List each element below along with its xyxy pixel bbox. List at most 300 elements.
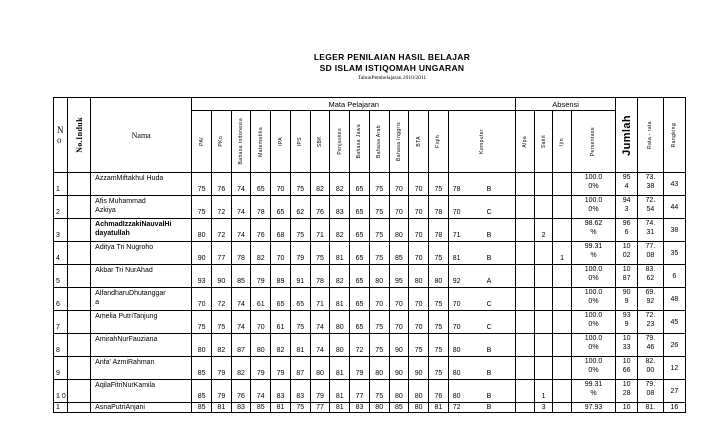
jumlah-value-part: 6 bbox=[624, 229, 629, 236]
alpa-count bbox=[516, 403, 535, 413]
ijin-count bbox=[553, 380, 572, 403]
ijin-count bbox=[553, 173, 572, 196]
subject-score: 85 bbox=[192, 380, 212, 403]
persentase-value bbox=[571, 288, 615, 311]
subject-score: 81 bbox=[429, 403, 449, 413]
subject-score: 70 bbox=[409, 311, 429, 334]
subject-score: 72 bbox=[211, 196, 231, 219]
subject-score: 75 bbox=[290, 403, 310, 413]
student-name-line: AlfandharuDhutanggar bbox=[95, 290, 166, 297]
col-nama: Nama bbox=[91, 98, 192, 173]
subject-score: 79 bbox=[211, 357, 231, 380]
jumlah-value bbox=[616, 242, 638, 265]
subject-score: 74 bbox=[310, 334, 330, 357]
no-induk-cell bbox=[67, 196, 90, 219]
rata-value bbox=[638, 288, 664, 311]
rangking-value: 35 bbox=[663, 242, 685, 265]
persentase-value-part: 0% bbox=[588, 321, 599, 328]
persentase-value-part: 98.62 bbox=[584, 220, 603, 227]
subject-score: 65 bbox=[271, 288, 291, 311]
persentase-value bbox=[571, 311, 615, 334]
col-jumlah: Jumlah bbox=[616, 98, 638, 173]
subject-score: 62 bbox=[290, 196, 310, 219]
alpa-count bbox=[516, 219, 535, 242]
subject-score: 75 bbox=[429, 242, 449, 265]
subject-score: 90 bbox=[389, 334, 409, 357]
persentase-value-part: 0% bbox=[588, 344, 599, 351]
komputer-cell bbox=[448, 196, 515, 219]
subject-score: 83 bbox=[271, 380, 291, 403]
jumlah-value-part: 10 bbox=[622, 358, 631, 365]
jumlah-value-part: 3 bbox=[624, 206, 629, 213]
subject-score: 70 bbox=[271, 242, 291, 265]
rata-value-part: 79. bbox=[645, 335, 656, 342]
subject-score: 76 bbox=[429, 380, 449, 403]
subject-score: 65 bbox=[350, 265, 370, 288]
subject-score: 75 bbox=[290, 173, 310, 196]
subject-score: 75 bbox=[369, 173, 389, 196]
subject-score: 90 bbox=[409, 357, 429, 380]
rata-value bbox=[638, 357, 664, 380]
no-induk-cell bbox=[67, 265, 90, 288]
row-number: 1 bbox=[54, 173, 68, 196]
subject-score: 61 bbox=[251, 288, 271, 311]
table-row bbox=[54, 219, 686, 242]
persentase-value-part: % bbox=[590, 252, 597, 259]
subject-score: 74 bbox=[231, 219, 251, 242]
academic-year: TahunPembelajaran 2010/2011 bbox=[357, 75, 427, 81]
student-name bbox=[91, 173, 192, 196]
komputer-cell bbox=[448, 173, 515, 196]
subject-score: 81 bbox=[330, 403, 350, 413]
rata-value-part: 83. bbox=[645, 266, 656, 273]
persentase-value-part: 99.31 bbox=[584, 243, 603, 250]
persentase-value bbox=[571, 265, 615, 288]
col-subject: Penjaskes bbox=[330, 111, 350, 173]
sakit-count bbox=[534, 357, 553, 380]
rata-value-part: 08 bbox=[646, 390, 655, 397]
col-rata-rata: Rata - rata bbox=[638, 98, 664, 173]
alpa-count bbox=[516, 265, 535, 288]
komputer-cell bbox=[448, 403, 515, 413]
subject-score: 70 bbox=[389, 288, 409, 311]
table-row bbox=[54, 311, 686, 334]
subject-score: 72 bbox=[211, 219, 231, 242]
subject-score: 75 bbox=[429, 288, 449, 311]
table-row bbox=[54, 196, 686, 219]
subject-score: 75 bbox=[369, 242, 389, 265]
subject-score: 79 bbox=[251, 357, 271, 380]
jumlah-value bbox=[616, 380, 638, 403]
sakit-count bbox=[534, 196, 553, 219]
rata-value-part: 38 bbox=[646, 183, 655, 190]
sakit-count bbox=[534, 288, 553, 311]
subject-score: 76 bbox=[231, 380, 251, 403]
col-persentase: Persentase bbox=[571, 111, 615, 173]
alpa-count bbox=[516, 196, 535, 219]
subject-score: 75 bbox=[429, 357, 449, 380]
student-name bbox=[91, 288, 192, 311]
subject-score: 70 bbox=[389, 196, 409, 219]
student-name bbox=[91, 403, 192, 413]
subject-score: 78 bbox=[429, 196, 449, 219]
subject-score: 75 bbox=[369, 219, 389, 242]
jumlah-value-part: 10 bbox=[622, 243, 631, 250]
student-name bbox=[91, 380, 192, 403]
row-number: 8 bbox=[54, 334, 68, 357]
rata-value-part: 92 bbox=[646, 298, 655, 305]
komputer-cell bbox=[448, 380, 515, 403]
rata-value-part: 74. bbox=[645, 220, 656, 227]
rangking-value: 38 bbox=[663, 219, 685, 242]
subject-score: 80 bbox=[192, 334, 212, 357]
no-induk-cell bbox=[67, 173, 90, 196]
subject-score: 75 bbox=[429, 311, 449, 334]
rata-value-part: 23 bbox=[646, 321, 655, 328]
col-subject: Matematika bbox=[251, 111, 271, 173]
rangking-value: 12 bbox=[663, 357, 685, 380]
komputer-cell bbox=[448, 219, 515, 242]
col-no-induk: No.Induk bbox=[67, 98, 90, 173]
no-induk-cell bbox=[67, 380, 90, 403]
grade-ledger-table bbox=[53, 97, 686, 413]
subject-score: 85 bbox=[389, 242, 409, 265]
subject-score: 74 bbox=[231, 288, 251, 311]
row-number: 2 bbox=[54, 196, 68, 219]
jumlah-value-part: 10 bbox=[622, 404, 631, 411]
rata-value-part: 00 bbox=[646, 367, 655, 374]
persentase-value-part: 100.0 bbox=[584, 174, 603, 181]
subject-score: 75 bbox=[369, 196, 389, 219]
no-induk-cell bbox=[67, 311, 90, 334]
sakit-count bbox=[534, 242, 553, 265]
persentase-value-part: 0% bbox=[588, 206, 599, 213]
col-alpa: Alpa bbox=[516, 111, 535, 173]
subject-score: 70 bbox=[271, 173, 291, 196]
student-name-line: AmirahNurFauziana bbox=[95, 336, 158, 343]
ijin-count: 1 bbox=[553, 242, 572, 265]
col-rangking: Rangking bbox=[663, 98, 685, 173]
ijin-count bbox=[553, 196, 572, 219]
subject-score: 65 bbox=[350, 288, 370, 311]
subject-score: 81 bbox=[211, 403, 231, 413]
rangking-value: 44 bbox=[663, 196, 685, 219]
persentase-value-part: 100.0 bbox=[584, 358, 603, 365]
subject-score: 82 bbox=[271, 334, 291, 357]
student-name-line: AzzamMiftakhul Huda bbox=[95, 175, 164, 182]
report-title: LEGER PENILAIAN HASIL BELAJAR bbox=[313, 52, 471, 62]
row-number: 9 bbox=[54, 357, 68, 380]
rata-value bbox=[638, 403, 664, 413]
jumlah-value-part: 02 bbox=[622, 252, 631, 259]
jumlah-value bbox=[616, 173, 638, 196]
komputer-score: 70 bbox=[452, 209, 461, 216]
subject-score: 76 bbox=[211, 173, 231, 196]
subject-score: 71 bbox=[310, 288, 330, 311]
komputer-cell bbox=[448, 334, 515, 357]
subject-score: 90 bbox=[211, 265, 231, 288]
rata-value-part: 81. bbox=[645, 404, 656, 411]
subject-score: 80 bbox=[192, 219, 212, 242]
subject-score: 70 bbox=[409, 242, 429, 265]
subject-score: 70 bbox=[369, 288, 389, 311]
jumlah-value bbox=[616, 196, 638, 219]
table-row bbox=[54, 403, 686, 413]
student-name bbox=[91, 242, 192, 265]
subject-score: 75 bbox=[192, 173, 212, 196]
persentase-value-part: 0% bbox=[588, 367, 599, 374]
jumlah-value bbox=[616, 403, 638, 413]
subject-score: 93 bbox=[192, 265, 212, 288]
subject-score: 85 bbox=[389, 403, 409, 413]
alpa-count bbox=[516, 242, 535, 265]
group-absensi: Absensi bbox=[516, 98, 616, 111]
persentase-value-part: 0% bbox=[588, 275, 599, 282]
student-name-line: dayatullah bbox=[95, 230, 130, 237]
subject-score: 85 bbox=[192, 403, 212, 413]
subject-score: 87 bbox=[290, 357, 310, 380]
subject-score: 90 bbox=[389, 357, 409, 380]
subject-score: 70 bbox=[251, 311, 271, 334]
komputer-score: 70 bbox=[452, 301, 461, 308]
komputer-score: 78 bbox=[452, 186, 461, 193]
ledger-body bbox=[54, 173, 686, 413]
subject-score: 70 bbox=[409, 173, 429, 196]
student-name-line: AchmadIzzakiNauvalHi bbox=[95, 221, 172, 228]
row-number: 5 bbox=[54, 265, 68, 288]
subject-score: 78 bbox=[231, 242, 251, 265]
jumlah-value bbox=[616, 334, 638, 357]
student-name bbox=[91, 357, 192, 380]
subject-score: 70 bbox=[389, 311, 409, 334]
subject-score: 77 bbox=[310, 403, 330, 413]
subject-score: 83 bbox=[350, 403, 370, 413]
subject-score: 77 bbox=[350, 380, 370, 403]
komputer-grade: B bbox=[486, 370, 492, 377]
col-subject: Komputer bbox=[448, 111, 515, 173]
subject-score: 75 bbox=[192, 311, 212, 334]
ijin-count bbox=[553, 288, 572, 311]
subject-score: 70 bbox=[409, 196, 429, 219]
subject-score: 74 bbox=[231, 311, 251, 334]
persentase-value-part: 100.0 bbox=[584, 197, 603, 204]
subject-score: 80 bbox=[389, 219, 409, 242]
rata-value-part: 69. bbox=[645, 289, 656, 296]
persentase-value-part: 0% bbox=[588, 298, 599, 305]
ijin-count bbox=[553, 403, 572, 413]
subject-score: 90 bbox=[192, 242, 212, 265]
table-row bbox=[54, 265, 686, 288]
persentase-value-part: 0% bbox=[588, 183, 599, 190]
persentase-value-part: 100.0 bbox=[584, 266, 603, 273]
jumlah-value-part: 10 bbox=[622, 266, 631, 273]
ijin-count bbox=[553, 357, 572, 380]
komputer-cell bbox=[448, 288, 515, 311]
jumlah-value bbox=[616, 311, 638, 334]
subject-score: 82 bbox=[330, 265, 350, 288]
table-row bbox=[54, 288, 686, 311]
subject-score: 79 bbox=[290, 242, 310, 265]
row-number: 4 bbox=[54, 242, 68, 265]
col-subject: PAI bbox=[192, 111, 212, 173]
subject-score: 80 bbox=[429, 265, 449, 288]
komputer-cell bbox=[448, 357, 515, 380]
subject-score: 82 bbox=[330, 219, 350, 242]
subject-score: 72 bbox=[211, 288, 231, 311]
subject-score: 80 bbox=[369, 403, 389, 413]
subject-score: 82 bbox=[310, 173, 330, 196]
rangking-value: 43 bbox=[663, 173, 685, 196]
subject-score: 75 bbox=[290, 311, 310, 334]
subject-score: 74 bbox=[231, 173, 251, 196]
subject-score: 65 bbox=[271, 196, 291, 219]
jumlah-value-part: 95 bbox=[622, 174, 631, 181]
school-name: SD ISLAM ISTIQOMAH UNGARAN bbox=[319, 63, 465, 73]
rangking-value: 27 bbox=[663, 380, 685, 403]
student-name-line: AsnaPutriAnjani bbox=[95, 404, 145, 411]
persentase-value-part: 100.0 bbox=[584, 289, 603, 296]
subject-score: 80 bbox=[369, 265, 389, 288]
subject-score: 82 bbox=[251, 242, 271, 265]
komputer-grade: B bbox=[486, 393, 492, 400]
sakit-count: 2 bbox=[534, 219, 553, 242]
subject-score: 78 bbox=[310, 265, 330, 288]
subject-score: 77 bbox=[211, 242, 231, 265]
col-ijin: Ijin bbox=[553, 111, 572, 173]
rangking-value: 26 bbox=[663, 334, 685, 357]
subject-score: 80 bbox=[409, 403, 429, 413]
table-row bbox=[54, 380, 686, 403]
student-name-line: a bbox=[95, 299, 100, 306]
no-induk-cell bbox=[67, 288, 90, 311]
jumlah-value-part: 10 bbox=[622, 335, 631, 342]
student-name bbox=[91, 334, 192, 357]
komputer-score: 80 bbox=[452, 347, 461, 354]
subject-score: 65 bbox=[350, 219, 370, 242]
col-subject: BTA bbox=[409, 111, 429, 173]
alpa-count bbox=[516, 311, 535, 334]
subject-score: 80 bbox=[330, 311, 350, 334]
rata-value-part: 82. bbox=[645, 358, 656, 365]
col-subject: Bahasa Indonesia bbox=[231, 111, 251, 173]
student-name-line: AqilaFitriNurKamila bbox=[95, 382, 156, 389]
subject-score: 80 bbox=[409, 265, 429, 288]
jumlah-value-part: 90 bbox=[622, 289, 631, 296]
subject-score: 89 bbox=[271, 265, 291, 288]
subject-score: 81 bbox=[330, 380, 350, 403]
subject-score: 76 bbox=[251, 219, 271, 242]
subject-score: 75 bbox=[369, 380, 389, 403]
subject-score: 74 bbox=[251, 380, 271, 403]
row-number: 1 bbox=[54, 403, 68, 413]
student-name bbox=[91, 311, 192, 334]
subject-score: 81 bbox=[290, 334, 310, 357]
student-name bbox=[91, 196, 192, 219]
table-row bbox=[54, 334, 686, 357]
jumlah-value bbox=[616, 219, 638, 242]
komputer-grade: B bbox=[486, 347, 492, 354]
sakit-count bbox=[534, 173, 553, 196]
subject-score: 75 bbox=[192, 196, 212, 219]
sakit-count: 1 bbox=[534, 380, 553, 403]
col-sakit: Sakit bbox=[534, 111, 553, 173]
komputer-grade: B bbox=[486, 404, 492, 411]
subject-score: 79 bbox=[211, 380, 231, 403]
persentase-value bbox=[571, 219, 615, 242]
jumlah-value-part: 96 bbox=[622, 220, 631, 227]
subject-score: 81 bbox=[271, 403, 291, 413]
komputer-score: 70 bbox=[452, 324, 461, 331]
col-subject: Bahasa Inggris bbox=[389, 111, 409, 173]
subject-score: 75 bbox=[429, 334, 449, 357]
komputer-grade: C bbox=[486, 324, 492, 331]
subject-score: 75 bbox=[429, 173, 449, 196]
subject-score: 82 bbox=[330, 173, 350, 196]
sakit-count bbox=[534, 311, 553, 334]
subject-score: 65 bbox=[350, 173, 370, 196]
komputer-score: 80 bbox=[452, 393, 461, 400]
persentase-value bbox=[571, 380, 615, 403]
subject-score: 81 bbox=[330, 242, 350, 265]
subject-score: 75 bbox=[369, 311, 389, 334]
subject-score: 72 bbox=[350, 334, 370, 357]
komputer-grade: B bbox=[486, 255, 492, 262]
rata-value-part: 77. bbox=[645, 243, 656, 250]
rangking-value: 48 bbox=[663, 288, 685, 311]
subject-score: 71 bbox=[310, 219, 330, 242]
rata-value-part: 31 bbox=[646, 229, 655, 236]
col-subject: Fiqih bbox=[429, 111, 449, 173]
ijin-count bbox=[553, 311, 572, 334]
alpa-count bbox=[516, 288, 535, 311]
rangking-value: 6 bbox=[663, 265, 685, 288]
rata-value-part: 46 bbox=[646, 344, 655, 351]
subject-score: 61 bbox=[271, 311, 291, 334]
student-name-line: Amelia PutriTanjung bbox=[95, 313, 158, 320]
student-name-line: Akbar Tri NurAhad bbox=[95, 267, 153, 274]
rata-value-part: 72. bbox=[645, 312, 656, 319]
jumlah-value-part: 94 bbox=[622, 197, 631, 204]
no-induk-cell bbox=[67, 403, 90, 413]
alpa-count bbox=[516, 173, 535, 196]
subject-score: 70 bbox=[409, 219, 429, 242]
subject-score: 80 bbox=[330, 334, 350, 357]
rata-value bbox=[638, 219, 664, 242]
persentase-value bbox=[571, 196, 615, 219]
subject-score: 70 bbox=[192, 288, 212, 311]
sakit-count bbox=[534, 334, 553, 357]
jumlah-value-part: 93 bbox=[622, 312, 631, 319]
col-subject: Bahasa Jawa bbox=[350, 111, 370, 173]
row-number: 7 bbox=[54, 311, 68, 334]
jumlah-value-part: 28 bbox=[622, 390, 631, 397]
subject-score: 80 bbox=[310, 357, 330, 380]
alpa-count bbox=[516, 380, 535, 403]
jumlah-value bbox=[616, 288, 638, 311]
jumlah-value-part: 66 bbox=[622, 367, 631, 374]
subject-score: 75 bbox=[369, 334, 389, 357]
alpa-count bbox=[516, 357, 535, 380]
rata-value bbox=[638, 265, 664, 288]
rata-value-part: 62 bbox=[646, 275, 655, 282]
komputer-score: 92 bbox=[452, 278, 461, 285]
col-subject: SBK bbox=[310, 111, 330, 173]
ijin-count bbox=[553, 334, 572, 357]
subject-score: 65 bbox=[350, 311, 370, 334]
komputer-cell bbox=[448, 311, 515, 334]
persentase-value bbox=[571, 403, 615, 413]
subject-score: 81 bbox=[330, 357, 350, 380]
